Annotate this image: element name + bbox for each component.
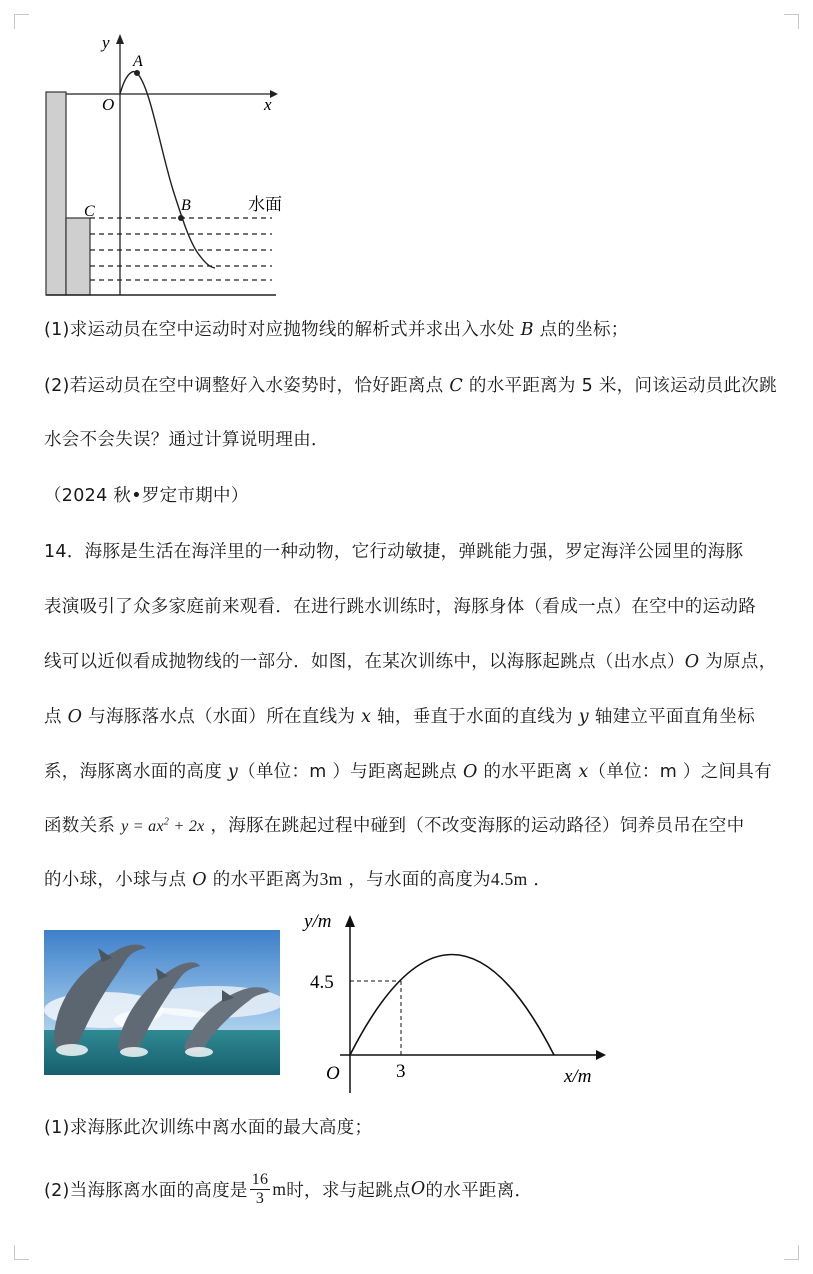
platform-step [66,218,90,295]
C-label: C [84,203,95,220]
dolphin-photo [44,930,280,1075]
q14-line: 系，海豚离水面的高度 y（单位：m ）与距离起跳点 O 的水平距离 x（单位：m ）之间具有 [44,762,772,782]
y-axis-label: y/m [304,911,332,932]
origin-label: O [326,1063,340,1084]
q14-line: 表演吸引了众多家庭前来观看．在进行跳水训练时，海豚身体（看成一点）在空中的运动路 [44,597,756,617]
platform-wall [46,92,66,295]
x-label: x [264,95,272,114]
function-formula: $y = ax^2 + 2x$ [121,816,205,835]
q13-part1: (1)求运动员在空中运动时对应抛物线的解析式并求出入水处 B 点的坐标； [44,320,629,340]
y-tick-label: 4.5 [310,972,334,993]
page-corner-mark [14,1245,29,1260]
y-axis-arrow [345,915,355,927]
question-source: （2024 秋•罗定市期中） [44,486,249,506]
x-axis-label: x/m [564,1066,592,1087]
page-corner-mark [784,1245,799,1260]
x-axis-arrow [596,1050,606,1060]
q13-part2-cont: 水会不会失误？通过计算说明理由． [44,430,329,450]
q13-part2: (2)若运动员在空中调整好入水姿势时，恰好距离点 C 的水平距离为 5 米，问该运动员此次跳 [44,376,777,396]
origin-label: O [102,95,115,114]
q14-line: 线可以近似看成抛物线的一部分．如图，在某次训练中，以海豚起跳点（出水点）O 为原点， [44,652,777,672]
x-tick-label: 3 [396,1061,406,1082]
point-A [134,70,140,76]
A-label: A [133,53,143,70]
parabola-curve [350,955,554,1056]
water-surface-label: 水面 [248,195,282,215]
page-corner-mark [14,14,29,29]
y-label: y [102,33,110,52]
q14-part2: (2)当海豚离水面的高度是 $\frac{16}{3}$ m 时，求与起跳点 O 的水平距离． [44,1170,533,1207]
dive-trajectory [120,72,215,268]
point-B [178,215,184,221]
q14-line: 点 O 与海豚落水点（水面）所在直线为 x 轴，垂直于水面的直线为 y 轴建立平面直角坐标 [44,707,756,727]
B-label: B [181,197,191,214]
q14-line: 的小球，小球与点 O 的水平距离为3m ，与水面的高度为4.5m ． [44,869,552,890]
parabola-graph [300,905,612,1095]
y-axis-arrow [116,34,124,44]
fraction: $\frac{16}{3}$ [251,1170,269,1207]
q14-line: 14．海豚是生活在海洋里的一种动物，它行动敏捷，弹跳能力强，罗定海洋公园里的海豚 [44,542,744,562]
page-corner-mark [784,14,799,29]
diving-figure [40,28,300,303]
q14-line: 函数关系 $y = ax^2 + 2x$ ，海豚在跳起过程中碰到（不改变海豚的运动路径）饲养员吊在空中 [44,816,745,836]
q14-part1: (1)求海豚此次训练中离水面的最大高度； [44,1118,373,1138]
